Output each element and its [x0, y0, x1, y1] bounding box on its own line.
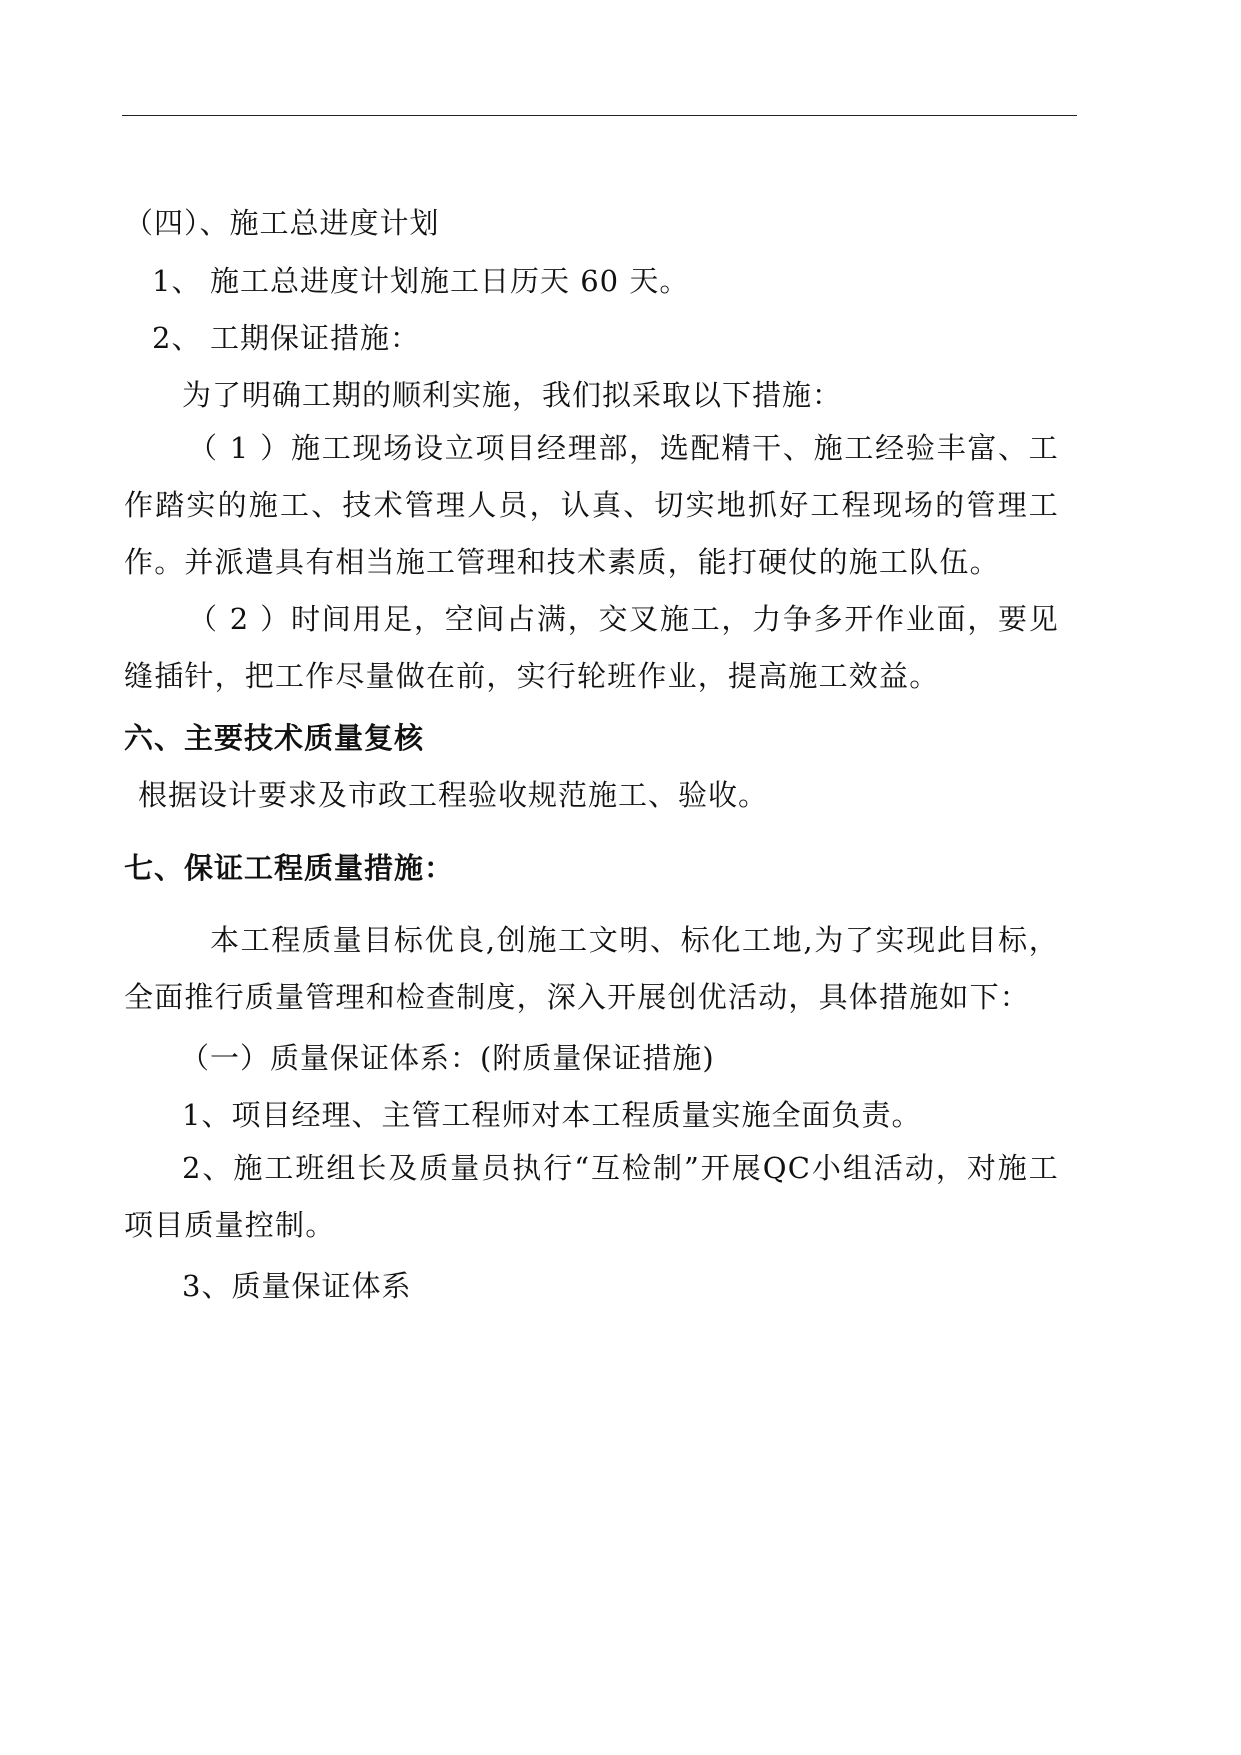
header-rule [122, 115, 1077, 116]
section-heading-7: 七、保证工程质量措施： [124, 851, 455, 885]
list-item-text: 工期保证措施： [210, 321, 421, 355]
body-line: 根据设计要求及市政工程验收规范施工、验收。 [138, 778, 769, 812]
list-item-number: 2、 [152, 321, 202, 355]
section-heading-schedule: （四）、施工总进度计划 [124, 206, 440, 240]
body-line: 为了明确工期的顺利实施，我们拟采取以下措施： [182, 378, 843, 412]
body-line: 3、质量保证体系 [182, 1269, 412, 1303]
paragraph-quality-goal: 本工程质量目标优良,创施工文明、标化工地,为了实现此目标，全面推行质量管理和检查制度，深入开展创优活动，具体措施如下： [124, 923, 1059, 1014]
paragraph-qc: 2、施工班组长及质量员执行“互检制”开展QC小组活动，对施工项目质量控制。 [124, 1151, 1059, 1242]
paragraph-measure-1: （ 1 ）施工现场设立项目经理部，选配精干、施工经验丰富、工作踏实的施工、技术管理人员，认真、切实地抓好工程现场的管理工作。并派遣具有相当施工管理和技术素质，能打硬仗的施工队伍。 [124, 431, 1059, 579]
body-line: （一）质量保证体系：(附质量保证措施) [180, 1041, 715, 1075]
list-item-number: 1、 [152, 264, 202, 298]
paragraph-measure-2: （ 2 ）时间用足，空间占满，交叉施工，力争多开作业面，要见缝插针，把工作尽量做在前，实行轮班作业，提高施工效益。 [124, 602, 1059, 693]
body-line: 1、项目经理、主管工程师对本工程质量实施全面负责。 [182, 1098, 922, 1132]
list-item-text: 施工总进度计划施工日历天 60 天。 [210, 264, 690, 298]
section-heading-6: 六、主要技术质量复核 [124, 721, 425, 755]
